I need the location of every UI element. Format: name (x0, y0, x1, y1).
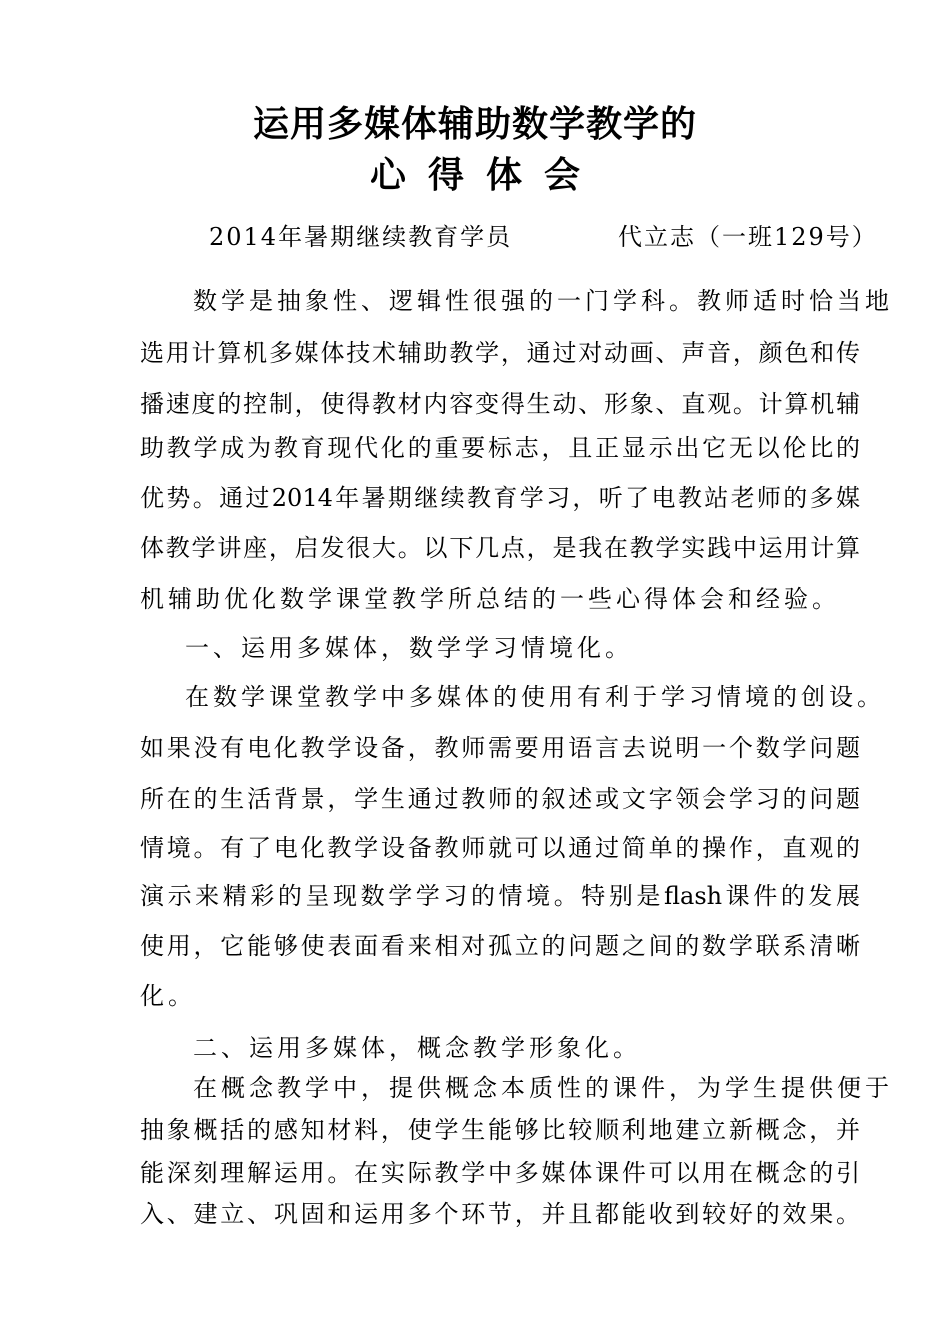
paragraph-line: 情境。有了电化教学设备教师就可以通过简单的操作，直观的 (140, 834, 860, 862)
paragraph-line: 使用，它能够使表面看来相对孤立的问题之间的数学联系清晰 (140, 932, 860, 960)
paragraph-line: 所在的生活背景，学生通过教师的叙述或文字领会学习的问题 (140, 785, 860, 813)
paragraph-line: 在数学课堂教学中多媒体的使用有利于学习情境的创设。 (185, 683, 885, 711)
paragraph-line: 体教学讲座，启发很大。以下几点，是我在教学实践中运用计算 (140, 534, 860, 562)
paragraph-line: 优势。通过2014年暑期继续教育学习，听了电教站老师的多媒 (140, 484, 860, 512)
paragraph-line: 在概念教学中，提供概念本质性的课件，为学生提供便于 (193, 1074, 893, 1102)
section-heading-1: 一、运用多媒体，数学学习情境化。 (185, 634, 633, 662)
author-byline: 2014年暑期继续教育学员 代立志（一班129号） (209, 223, 878, 251)
paragraph-line: 助教学成为教育现代化的重要标志，且正显示出它无以伦比的 (140, 434, 860, 462)
paragraph-line: 播速度的控制，使得教材内容变得生动、形象、直观。计算机辅 (140, 390, 860, 418)
title-line-1: 运用多媒体辅助数学教学的 (252, 103, 697, 145)
paragraph-line: 入、建立、巩固和运用多个环节，并且都能收到较好的效果。 (140, 1200, 860, 1228)
paragraph-line: 如果没有电化教学设备，教师需要用语言去说明一个数学问题 (140, 734, 860, 762)
section-heading-2: 二、运用多媒体，概念教学形象化。 (193, 1034, 641, 1062)
paragraph-line: 机辅助优化数学课堂教学所总结的一些心得体会和经验。 (140, 585, 840, 613)
paragraph-line: 选用计算机多媒体技术辅助教学，通过对动画、声音，颜色和传 (140, 339, 860, 367)
paragraph-line: 数学是抽象性、逻辑性很强的一门学科。教师适时恰当地 (193, 287, 893, 315)
paragraph-line: 演示来精彩的呈现数学学习的情境。特别是flash课件的发展 (140, 882, 860, 910)
title-line-2: 心得体会 (369, 154, 602, 196)
paragraph-line: 化。 (140, 982, 196, 1010)
paragraph-line: 抽象概括的感知材料，使学生能够比较顺利地建立新概念，并 (140, 1116, 860, 1144)
paragraph-line: 能深刻理解运用。在实际教学中多媒体课件可以用在概念的引 (140, 1159, 860, 1187)
